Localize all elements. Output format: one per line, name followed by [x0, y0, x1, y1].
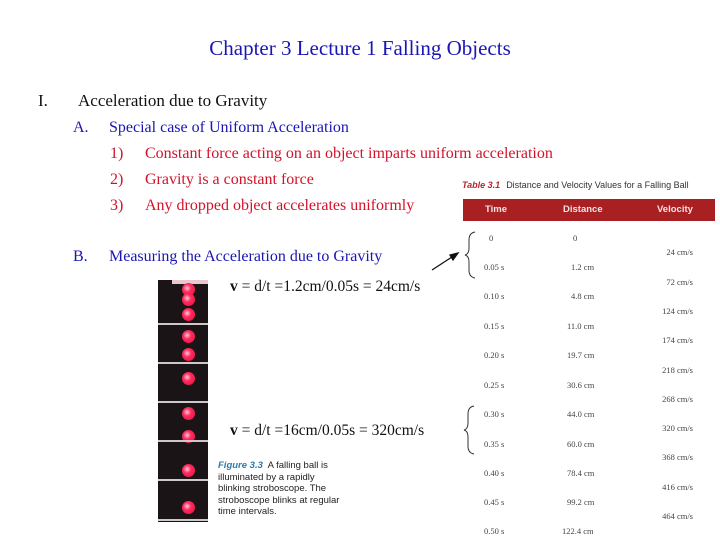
cell-time: 0.45 s — [484, 497, 505, 507]
frame-divider — [158, 401, 208, 403]
outline-number: 2) — [110, 171, 124, 188]
cell-distance: 44.0 cm — [567, 409, 595, 419]
cell-velocity: 464 cm/s — [662, 511, 693, 521]
ball-icon — [182, 330, 195, 343]
cell-time: 0.40 s — [484, 468, 505, 478]
outline-text: Measuring the Acceleration due to Gravity — [109, 248, 383, 265]
cell-distance: 11.0 cm — [567, 321, 595, 331]
cell-time: 0.05 s — [484, 262, 505, 272]
header-time: Time — [485, 204, 508, 215]
cell-time: 0.10 s — [484, 291, 505, 301]
cell-distance: 4.8 cm — [571, 291, 595, 301]
formula-variable: v — [230, 422, 238, 439]
cell-distance: 99.2 cm — [567, 497, 595, 507]
figure-caption-text: A falling ball is illuminated by a rapidly blinking stroboscope. The stroboscope blinks at regular time intervals. — [218, 460, 340, 517]
outline-text: Special case of Uniform Acceleration — [109, 119, 349, 136]
arrow-icon — [432, 253, 458, 270]
figure-caption — [218, 460, 348, 518]
formula-variable: v — [230, 278, 238, 295]
table-label: Table 3.1 — [462, 180, 501, 190]
cell-distance: 60.0 cm — [567, 439, 595, 449]
outline-text: Any dropped object accelerates uniformly — [145, 197, 415, 214]
ball-icon — [182, 464, 195, 477]
table-caption-text: Distance and Velocity Values for a Falling Ball — [506, 180, 689, 190]
table-header — [463, 199, 715, 221]
outline-number: B. — [73, 248, 88, 265]
cell-time: 0.20 s — [484, 350, 505, 360]
slide-title: Chapter 3 Lecture 1 Falling Objects — [209, 36, 511, 60]
formula-expression: = d/t =16cm/0.05s = 320cm/s — [237, 422, 425, 439]
cell-time: 0.50 s — [484, 526, 505, 536]
ball-icon — [182, 501, 195, 514]
cell-distance: 78.4 cm — [567, 468, 595, 478]
outline-number: 3) — [110, 197, 124, 214]
formula-expression: = d/t =1.2cm/0.05s = 24cm/s — [237, 278, 421, 295]
cell-velocity: 124 cm/s — [662, 306, 693, 316]
ball-icon — [182, 407, 195, 420]
ball-icon — [182, 293, 195, 306]
velocity-formula-1 — [230, 278, 420, 296]
ball-icon — [182, 348, 195, 361]
cell-time: 0.25 s — [484, 380, 505, 390]
ball-icon — [182, 308, 195, 321]
cell-velocity: 72 cm/s — [666, 277, 693, 287]
cell-velocity: 416 cm/s — [662, 482, 693, 492]
outline-number: A. — [73, 119, 89, 136]
brace-icon — [465, 232, 475, 278]
cell-time: 0 — [489, 233, 494, 243]
cell-velocity: 320 cm/s — [662, 423, 693, 433]
cell-time: 0.15 s — [484, 321, 505, 331]
ball-icon — [182, 372, 195, 385]
figure-label: Figure 3.3 — [218, 460, 263, 471]
brace-icon — [464, 406, 474, 454]
outline-text: Acceleration due to Gravity — [78, 91, 268, 110]
cell-distance: 1.2 cm — [571, 262, 595, 272]
frame-divider — [158, 440, 208, 442]
cell-time: 0.30 s — [484, 409, 505, 419]
cell-velocity: 24 cm/s — [666, 247, 693, 257]
stroboscope-photo — [158, 280, 208, 522]
frame-divider — [158, 479, 208, 481]
outline-number: I. — [38, 91, 48, 110]
velocity-formula-2 — [230, 422, 424, 440]
cell-velocity: 174 cm/s — [662, 335, 693, 345]
cell-velocity: 268 cm/s — [662, 394, 693, 404]
cell-distance: 30.6 cm — [567, 380, 595, 390]
cell-distance: 122.4 cm — [562, 526, 594, 536]
outline-number: 1) — [110, 145, 124, 162]
header-distance: Distance — [563, 204, 603, 215]
header-velocity: Velocity — [657, 204, 693, 215]
frame-divider — [158, 519, 208, 521]
outline-text: Gravity is a constant force — [145, 171, 314, 188]
frame-divider — [158, 362, 208, 364]
cell-velocity: 218 cm/s — [662, 365, 693, 375]
table-caption — [462, 180, 689, 190]
frame-divider — [158, 323, 208, 325]
cell-distance: 0 — [573, 233, 578, 243]
cell-time: 0.35 s — [484, 439, 505, 449]
outline-text: Constant force acting on an object imparts uniform acceleration — [145, 145, 553, 162]
cell-velocity: 368 cm/s — [662, 452, 693, 462]
cell-distance: 19.7 cm — [567, 350, 595, 360]
